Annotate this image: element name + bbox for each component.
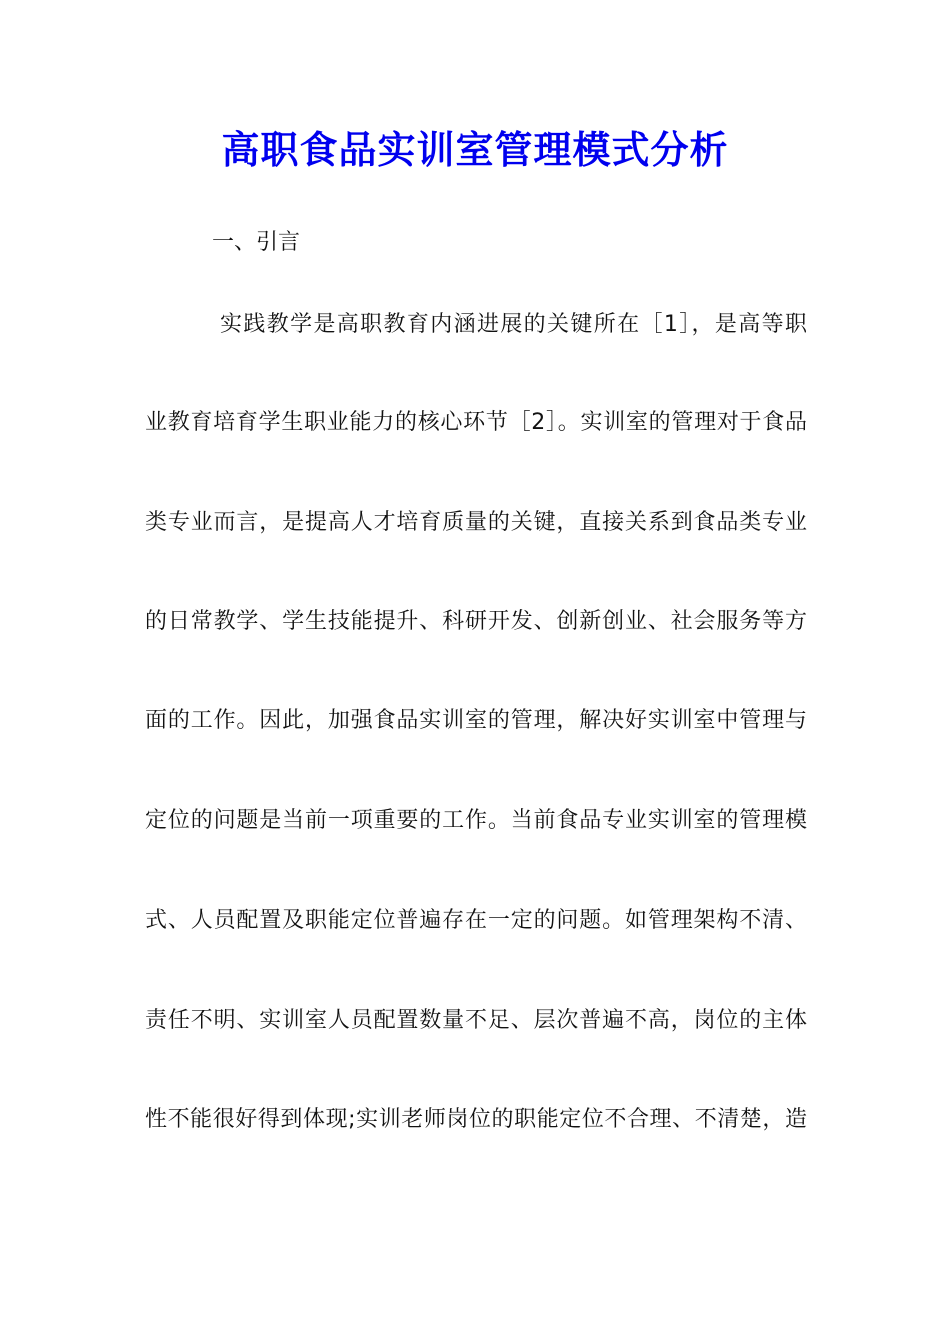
paragraph-line: 类专业而言，是提高人才培育质量的关键，直接关系到食品类专业 bbox=[145, 510, 807, 535]
paragraph-line: 实践教学是高职教育内涵进展的关键所在［1］，是高等职 bbox=[220, 312, 807, 337]
paragraph-line: 式、人员配置及职能定位普遍存在一定的问题。如管理架构不清、 bbox=[145, 908, 807, 933]
section-heading: 一、引言 bbox=[212, 230, 301, 255]
paragraph-line: 定位的问题是当前一项重要的工作。当前食品专业实训室的管理模 bbox=[145, 808, 807, 833]
paragraph-line: 业教育培育学生职业能力的核心环节［2］。实训室的管理对于食品 bbox=[145, 410, 807, 435]
paragraph-line: 的日常教学、学生技能提升、科研开发、创新创业、社会服务等方 bbox=[145, 609, 807, 634]
paragraph-line: 责任不明、实训室人员配置数量不足、层次普遍不高，岗位的主体 bbox=[145, 1008, 807, 1033]
document-title: 高职食品实训室管理模式分析 bbox=[221, 127, 729, 172]
paragraph-line: 性不能很好得到体现;实训老师岗位的职能定位不合理、不清楚，造 bbox=[145, 1107, 807, 1132]
paragraph-line: 面的工作。因此，加强食品实训室的管理，解决好实训室中管理与 bbox=[145, 708, 807, 733]
